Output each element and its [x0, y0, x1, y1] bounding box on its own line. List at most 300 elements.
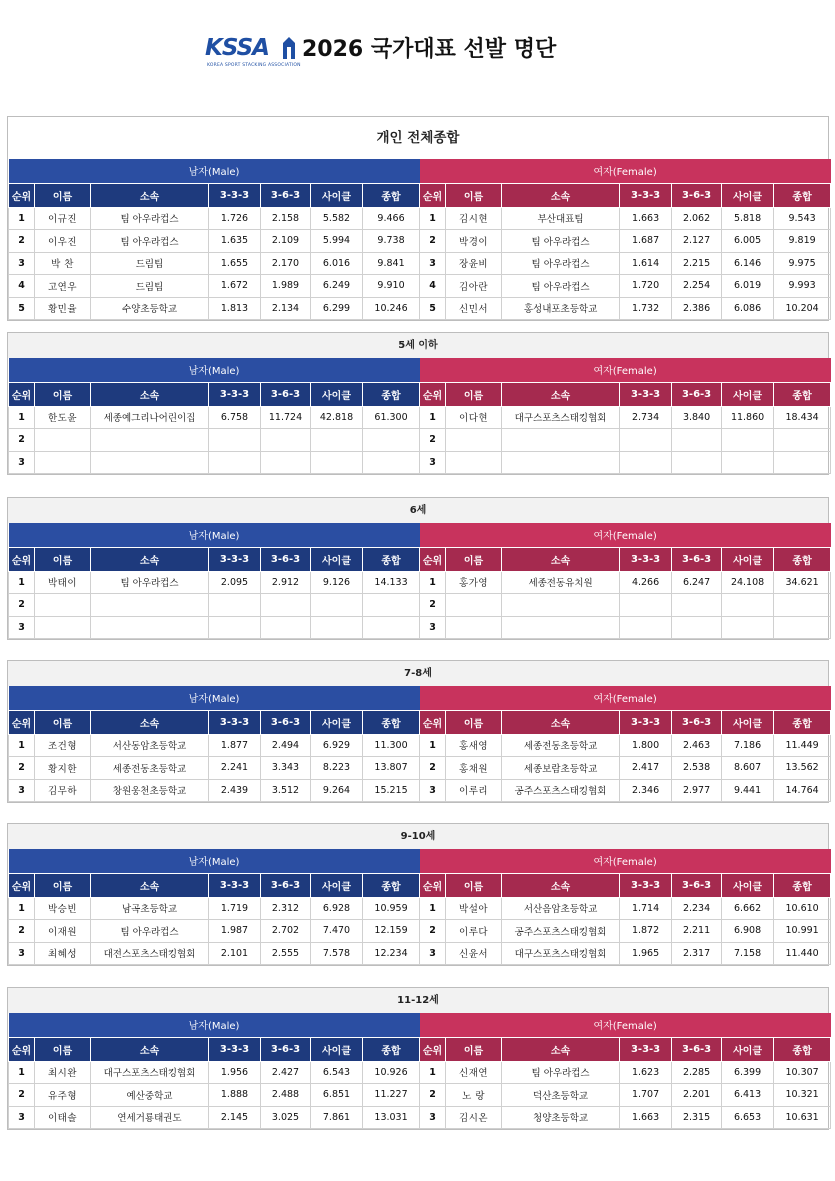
female-cell: 1	[420, 406, 446, 429]
kssa-logo	[205, 33, 300, 71]
male-cell: 1.989	[261, 275, 311, 298]
male-cell: 2.488	[261, 1084, 311, 1107]
column-header: 3-3-3	[620, 873, 672, 897]
male-cell: 황지한	[35, 757, 91, 780]
male-cell: 이우진	[35, 230, 91, 253]
column-header: 종합	[774, 873, 831, 897]
column-header: 3-3-3	[209, 710, 261, 734]
column-header: 3-6-3	[672, 547, 722, 571]
column-header: 사이클	[722, 382, 774, 406]
male-cell: 3	[9, 616, 35, 639]
column-header: 이름	[35, 710, 91, 734]
female-cell: 1.614	[620, 252, 672, 275]
male-cell	[261, 594, 311, 617]
female-cell: 이루리	[446, 779, 502, 802]
column-header: 종합	[774, 382, 831, 406]
male-cell: 2.312	[261, 897, 311, 920]
male-cell: 연세거룡태권도	[91, 1106, 209, 1129]
male-cell: 5.994	[311, 230, 363, 253]
table-row	[9, 406, 831, 429]
table-row	[9, 734, 831, 757]
male-cell	[363, 429, 420, 452]
male-cell: 이태솔	[35, 1106, 91, 1129]
male-cell: 2.145	[209, 1106, 261, 1129]
male-cell	[91, 429, 209, 452]
column-header: 이름	[35, 547, 91, 571]
page-header	[0, 28, 835, 76]
table-row	[9, 429, 831, 452]
table-row	[9, 779, 831, 802]
female-cell: 6.086	[722, 297, 774, 320]
male-cell: 1	[9, 207, 35, 230]
female-cell: 10.204	[774, 297, 831, 320]
column-header: 이름	[446, 1037, 502, 1061]
column-header: 사이클	[722, 1037, 774, 1061]
column-header: 소속	[91, 1037, 209, 1061]
male-cell: 황민율	[35, 297, 91, 320]
male-cell: 고연우	[35, 275, 91, 298]
female-cell: 11.860	[722, 406, 774, 429]
column-header: 소속	[91, 710, 209, 734]
male-cell	[209, 616, 261, 639]
male-cell	[35, 429, 91, 452]
female-cell	[722, 616, 774, 639]
table-row	[9, 451, 831, 474]
female-cell: 7.158	[722, 942, 774, 965]
section-1	[7, 332, 829, 475]
male-cell: 8.223	[311, 757, 363, 780]
female-cell: 2.062	[672, 207, 722, 230]
male-cell: 6.249	[311, 275, 363, 298]
column-header: 이름	[35, 183, 91, 207]
column-header: 순위	[420, 1037, 446, 1061]
female-cell: 6.019	[722, 275, 774, 298]
female-cell: 홍성내포초등학교	[502, 297, 620, 320]
male-cell: 9.738	[363, 230, 420, 253]
column-header: 이름	[35, 873, 91, 897]
table-row	[9, 207, 831, 230]
female-header: 여자(Female)	[420, 849, 831, 873]
column-header: 3-3-3	[620, 183, 672, 207]
male-cell: 2.241	[209, 757, 261, 780]
male-cell: 조건형	[35, 734, 91, 757]
female-cell	[502, 616, 620, 639]
column-header: 종합	[363, 873, 420, 897]
column-header: 종합	[363, 547, 420, 571]
male-cell	[91, 594, 209, 617]
male-cell	[311, 429, 363, 452]
female-cell: 3	[420, 451, 446, 474]
female-cell: 18.434	[774, 406, 831, 429]
female-cell	[620, 616, 672, 639]
column-header: 순위	[9, 547, 35, 571]
male-cell: 1.635	[209, 230, 261, 253]
female-cell: 서산음암초등학교	[502, 897, 620, 920]
column-header: 3-6-3	[672, 873, 722, 897]
section-5	[7, 987, 829, 1130]
male-cell: 1.956	[209, 1061, 261, 1084]
male-cell: 김무하	[35, 779, 91, 802]
female-cell	[446, 616, 502, 639]
female-cell: 팀 아우라컵스	[502, 1061, 620, 1084]
male-cell: 2.427	[261, 1061, 311, 1084]
female-cell: 1.663	[620, 207, 672, 230]
column-header: 사이클	[311, 1037, 363, 1061]
ranking-table	[8, 1013, 831, 1129]
section-title: 11-12세	[8, 988, 828, 1013]
male-cell: 3	[9, 451, 35, 474]
male-cell: 9.126	[311, 571, 363, 594]
column-header: 소속	[91, 547, 209, 571]
female-cell: 팀 아우라컵스	[502, 275, 620, 298]
male-cell: 1	[9, 734, 35, 757]
female-cell: 청양초등학교	[502, 1106, 620, 1129]
female-cell: 2.346	[620, 779, 672, 802]
female-cell: 팀 아우라컵스	[502, 230, 620, 253]
male-cell: 2.702	[261, 920, 311, 943]
female-cell	[672, 451, 722, 474]
female-cell: 4.266	[620, 571, 672, 594]
female-cell: 2	[420, 920, 446, 943]
female-cell: 4	[420, 275, 446, 298]
column-header: 순위	[9, 710, 35, 734]
male-cell: 7.861	[311, 1106, 363, 1129]
column-header: 3-3-3	[620, 1037, 672, 1061]
female-cell: 1.663	[620, 1106, 672, 1129]
female-cell: 김시현	[446, 207, 502, 230]
column-header: 종합	[774, 183, 831, 207]
female-cell: 박경이	[446, 230, 502, 253]
male-cell: 1.877	[209, 734, 261, 757]
female-cell: 1.800	[620, 734, 672, 757]
column-header: 소속	[91, 382, 209, 406]
female-cell: 6.653	[722, 1106, 774, 1129]
column-header: 3-3-3	[209, 547, 261, 571]
column-header: 사이클	[311, 873, 363, 897]
column-header: 순위	[420, 873, 446, 897]
female-cell: 9.819	[774, 230, 831, 253]
table-row	[9, 616, 831, 639]
female-header: 여자(Female)	[420, 358, 831, 382]
female-header: 여자(Female)	[420, 523, 831, 547]
female-cell: 9.543	[774, 207, 831, 230]
column-header: 종합	[363, 710, 420, 734]
male-cell	[311, 451, 363, 474]
column-header: 사이클	[722, 547, 774, 571]
column-header: 사이클	[311, 710, 363, 734]
ranking-table	[8, 686, 831, 802]
male-cell	[209, 429, 261, 452]
ranking-table	[8, 523, 831, 639]
male-cell: 2.101	[209, 942, 261, 965]
column-header: 3-6-3	[261, 547, 311, 571]
column-header: 소속	[91, 873, 209, 897]
table-row	[9, 252, 831, 275]
female-cell: 1	[420, 734, 446, 757]
male-cell: 2.494	[261, 734, 311, 757]
female-cell	[774, 451, 831, 474]
female-cell	[672, 616, 722, 639]
male-cell: 1.726	[209, 207, 261, 230]
female-cell	[672, 594, 722, 617]
female-cell: 2.734	[620, 406, 672, 429]
male-cell: 2.555	[261, 942, 311, 965]
female-cell: 2.538	[672, 757, 722, 780]
table-row	[9, 297, 831, 320]
female-cell: 김아란	[446, 275, 502, 298]
female-cell	[672, 429, 722, 452]
male-header: 남자(Male)	[9, 159, 420, 183]
male-cell: 1.719	[209, 897, 261, 920]
male-cell: 1.655	[209, 252, 261, 275]
column-header: 3-3-3	[209, 873, 261, 897]
female-cell: 3	[420, 1106, 446, 1129]
male-cell: 대전스포츠스태킹협회	[91, 942, 209, 965]
male-cell: 9.841	[363, 252, 420, 275]
column-header: 순위	[9, 183, 35, 207]
female-cell: 11.440	[774, 942, 831, 965]
female-cell: 6.005	[722, 230, 774, 253]
section-title: 9-10세	[8, 824, 828, 849]
male-cell: 창원웅천초등학교	[91, 779, 209, 802]
male-cell: 2	[9, 429, 35, 452]
male-cell: 팀 아우라컵스	[91, 230, 209, 253]
male-cell: 2.134	[261, 297, 311, 320]
section-title: 6세	[8, 498, 828, 523]
female-header: 여자(Female)	[420, 159, 831, 183]
male-cell: 최혜성	[35, 942, 91, 965]
female-cell: 5	[420, 297, 446, 320]
female-cell: 1.872	[620, 920, 672, 943]
male-cell: 3.343	[261, 757, 311, 780]
female-cell: 2.234	[672, 897, 722, 920]
female-cell: 1	[420, 897, 446, 920]
male-cell: 박 찬	[35, 252, 91, 275]
female-cell: 세종전동초등학교	[502, 734, 620, 757]
male-cell: 4	[9, 275, 35, 298]
male-cell: 2	[9, 920, 35, 943]
table-row	[9, 920, 831, 943]
female-cell: 1.732	[620, 297, 672, 320]
female-cell: 1.714	[620, 897, 672, 920]
page-title: 2026 국가대표 선발 명단	[302, 37, 557, 62]
female-cell: 9.993	[774, 275, 831, 298]
female-cell: 6.399	[722, 1061, 774, 1084]
column-header: 순위	[420, 183, 446, 207]
column-header: 종합	[363, 183, 420, 207]
female-cell: 6.247	[672, 571, 722, 594]
male-cell	[209, 451, 261, 474]
male-cell: 7.470	[311, 920, 363, 943]
female-cell: 13.562	[774, 757, 831, 780]
male-cell: 3	[9, 942, 35, 965]
section-title: 개인 전체종합	[376, 130, 460, 146]
column-header: 3-3-3	[620, 547, 672, 571]
section-title: 5세 이하	[8, 333, 828, 358]
column-header: 3-3-3	[209, 183, 261, 207]
column-header: 사이클	[311, 547, 363, 571]
male-cell: 11.724	[261, 406, 311, 429]
male-cell: 2	[9, 1084, 35, 1107]
column-header: 종합	[363, 1037, 420, 1061]
male-header: 남자(Male)	[9, 849, 420, 873]
column-header: 종합	[774, 547, 831, 571]
female-cell	[502, 429, 620, 452]
female-header: 여자(Female)	[420, 686, 831, 710]
male-header: 남자(Male)	[9, 686, 420, 710]
male-cell: 이규진	[35, 207, 91, 230]
male-cell: 2.912	[261, 571, 311, 594]
male-header: 남자(Male)	[9, 523, 420, 547]
female-cell: 대구스포츠스태킹협회	[502, 406, 620, 429]
section-2	[7, 497, 829, 640]
female-cell	[774, 429, 831, 452]
table-row	[9, 230, 831, 253]
male-cell: 2	[9, 594, 35, 617]
male-cell: 9.466	[363, 207, 420, 230]
female-cell: 박설아	[446, 897, 502, 920]
building-icon	[281, 35, 297, 59]
column-header: 순위	[420, 710, 446, 734]
male-cell: 예산중학교	[91, 1084, 209, 1107]
male-cell: 14.133	[363, 571, 420, 594]
female-cell: 7.186	[722, 734, 774, 757]
logo-subtitle: KOREA SPORT STACKING ASSOCIATION	[207, 63, 301, 68]
male-cell: 1.672	[209, 275, 261, 298]
female-cell: 8.607	[722, 757, 774, 780]
table-row	[9, 1106, 831, 1129]
male-cell: 2.158	[261, 207, 311, 230]
female-cell: 김시온	[446, 1106, 502, 1129]
male-header: 남자(Male)	[9, 1013, 420, 1037]
male-cell: 6.758	[209, 406, 261, 429]
male-cell: 13.807	[363, 757, 420, 780]
male-cell: 1.888	[209, 1084, 261, 1107]
male-cell: 6.016	[311, 252, 363, 275]
male-cell: 수양초등학교	[91, 297, 209, 320]
female-cell: 2.463	[672, 734, 722, 757]
female-cell: 6.413	[722, 1084, 774, 1107]
male-cell: 드림팀	[91, 275, 209, 298]
male-cell: 6.299	[311, 297, 363, 320]
female-cell	[722, 451, 774, 474]
column-header: 소속	[502, 382, 620, 406]
female-cell: 2.215	[672, 252, 722, 275]
male-cell: 10.926	[363, 1061, 420, 1084]
male-cell: 박태이	[35, 571, 91, 594]
column-header: 순위	[9, 1037, 35, 1061]
male-cell	[209, 594, 261, 617]
table-row	[9, 571, 831, 594]
male-cell	[35, 616, 91, 639]
column-header: 3-3-3	[209, 382, 261, 406]
male-cell: 61.300	[363, 406, 420, 429]
female-cell	[774, 594, 831, 617]
female-cell: 신재연	[446, 1061, 502, 1084]
table-row	[9, 594, 831, 617]
female-cell: 홍가영	[446, 571, 502, 594]
column-header: 소속	[502, 873, 620, 897]
column-header: 종합	[774, 1037, 831, 1061]
male-cell: 12.234	[363, 942, 420, 965]
male-cell	[261, 451, 311, 474]
female-cell: 이다현	[446, 406, 502, 429]
male-cell: 9.264	[311, 779, 363, 802]
column-header: 사이클	[722, 873, 774, 897]
female-cell: 34.621	[774, 571, 831, 594]
female-header: 여자(Female)	[420, 1013, 831, 1037]
ranking-table	[8, 358, 831, 474]
column-header: 사이클	[722, 710, 774, 734]
female-cell: 1.965	[620, 942, 672, 965]
male-cell: 15.215	[363, 779, 420, 802]
column-header: 이름	[446, 873, 502, 897]
column-header: 3-6-3	[672, 710, 722, 734]
male-cell: 한도윤	[35, 406, 91, 429]
male-cell: 6.928	[311, 897, 363, 920]
female-cell: 14.764	[774, 779, 831, 802]
male-cell	[91, 616, 209, 639]
male-cell: 2.439	[209, 779, 261, 802]
female-cell: 2	[420, 757, 446, 780]
male-cell: 2.095	[209, 571, 261, 594]
male-cell: 박승빈	[35, 897, 91, 920]
female-cell: 세종전동유치원	[502, 571, 620, 594]
male-cell: 2.109	[261, 230, 311, 253]
male-cell	[363, 616, 420, 639]
female-cell: 6.146	[722, 252, 774, 275]
male-cell: 11.227	[363, 1084, 420, 1107]
male-cell: 세종예그리나어린이집	[91, 406, 209, 429]
column-header: 이름	[446, 547, 502, 571]
female-cell: 5.818	[722, 207, 774, 230]
female-cell: 2.317	[672, 942, 722, 965]
female-cell: 이루다	[446, 920, 502, 943]
male-cell: 3	[9, 779, 35, 802]
female-cell: 3	[420, 616, 446, 639]
column-header: 사이클	[311, 382, 363, 406]
female-cell: 6.908	[722, 920, 774, 943]
column-header: 3-6-3	[672, 1037, 722, 1061]
female-cell: 대구스포츠스태킹협회	[502, 942, 620, 965]
female-cell: 1.720	[620, 275, 672, 298]
female-cell: 3	[420, 779, 446, 802]
female-cell: 10.610	[774, 897, 831, 920]
female-cell	[502, 451, 620, 474]
male-cell: 6.929	[311, 734, 363, 757]
female-cell: 10.991	[774, 920, 831, 943]
male-cell: 팀 아우라컵스	[91, 207, 209, 230]
female-cell: 2	[420, 230, 446, 253]
female-cell: 신민서	[446, 297, 502, 320]
column-header: 사이클	[722, 183, 774, 207]
female-cell: 1.687	[620, 230, 672, 253]
male-cell: 서산동암초등학교	[91, 734, 209, 757]
female-cell: 2	[420, 1084, 446, 1107]
column-header: 순위	[420, 547, 446, 571]
male-cell: 3	[9, 1106, 35, 1129]
column-header: 종합	[363, 382, 420, 406]
female-cell: 홍새영	[446, 734, 502, 757]
female-cell: 9.975	[774, 252, 831, 275]
male-cell: 9.910	[363, 275, 420, 298]
male-cell: 3.512	[261, 779, 311, 802]
female-cell: 2.417	[620, 757, 672, 780]
female-cell: 2.127	[672, 230, 722, 253]
column-header: 소속	[502, 710, 620, 734]
female-cell: 2.386	[672, 297, 722, 320]
female-cell: 1.623	[620, 1061, 672, 1084]
